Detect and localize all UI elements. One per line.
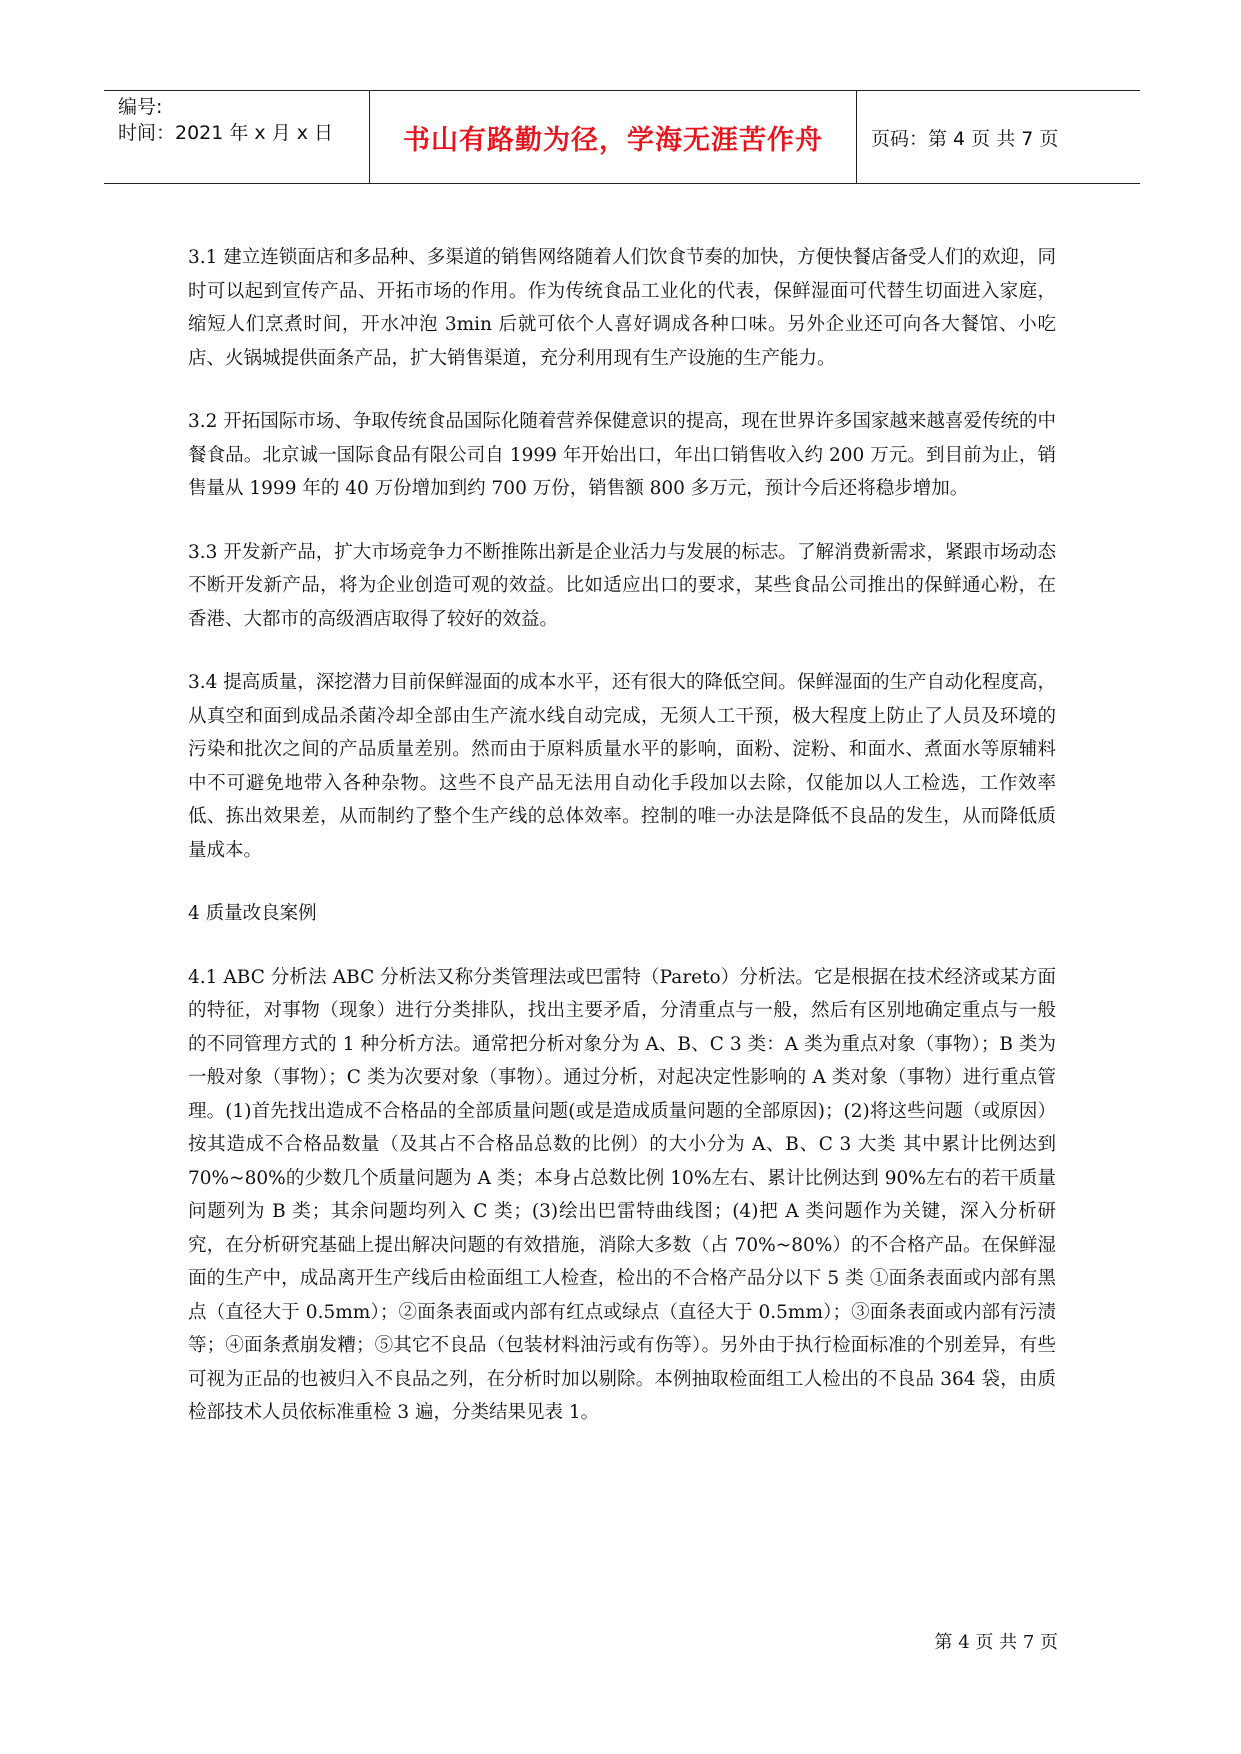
- document-body: [188, 241, 1056, 1460]
- paragraph-3-4: 3.4 提高质量，深挖潜力目前保鲜湿面的成本水平，还有很大的降低空间。保鲜湿面的生产自动化程度高，从真空和面到成品杀菌冷却全部由生产流水线自动完成，无须人工干预，极大程度上防止了人员及环境的污染和批次之间的产品质量差别。然而由于原料质量水平的影响，面粉、淀粉、和面水、煮面水等原辅料中不可避免地带入各种杂物。这些不良产品无法用自动化手段加以去除，仅能加以人工检选，工作效率低、拣出效果差，从而制约了整个生产线的总体效率。控制的唯一办法是降低不良品的发生，从而降低质量成本。: [188, 672, 1056, 861]
- page-header: [104, 90, 1140, 184]
- page-footer-number: 第 4 页 共 7 页: [934, 1632, 1058, 1653]
- header-divider-right: [856, 91, 857, 183]
- paragraph-3-1: 3.1 建立连锁面店和多品种、多渠道的销售网络随着人们饮食节奏的加快，方便快餐店备受人们的欢迎，同时可以起到宣传产品、开拓市场的作用。作为传统食品工业化的代表，保鲜湿面可代替生切面进入家庭，缩短人们烹煮时间，开水冲泡 3min 后就可依个人喜好调成各种口味。另外企业还可向各大餐馆、小吃店、火锅城提供面条产品，扩大销售渠道，充分利用现有生产设施的生产能力。: [188, 247, 1056, 369]
- paragraph-4-1: 4.1 ABC 分析法 ABC 分析法又称分类管理法或巴雷特（Pareto）分析法。它是根据在技术经济或某方面的特征，对事物（现象）进行分类排队，找出主要矛盾，分清重点与一般，然后有区别地确定重点与一般的不同管理方式的 1 种分析方法。通常把分析对象分为 A、B、C 3 类：A 类为重点对象（事物）；B 类为一般对象（事物）；C 类为次要对象（事物）。通过分析，对起决定性影响的 A 类对象（事物）进行重点管理。(1)首先找出造成不合格品的全部质量问题(或是造成质量问题的全部原因)；(2)将这些问题（或原因）按其造成不合格品数量（及其占不合格品总数的比例）的大小分为 A、B、C 3 大类 其中累计比例达到 70%~80%的少数几个质量问题为 A 类；本身占总数比例 10%左右、累计比例达到 90%左右的若干质量问题列为 B 类；其余问题均列入 C 类；(3)绘出巴雷特曲线图；(4)把 A 类问题作为关键，深入分析研究，在分析研究基础上提出解决问题的有效措施，消除大多数（占 70%~80%）的不合格产品。在保鲜湿面的生产中，成品离开生产线后由检面组工人检查，检出的不合格产品分以下 5 类 ①面条表面或内部有黑点（直径大于 0.5mm）；②面条表面或内部有红点或绿点（直径大于 0.5mm）；③面条表面或内部有污渍等；④面条煮崩发糟；⑤其它不良品（包装材料油污或有伤等）。另外由于执行检面标准的个别差异，有些可视为正品的也被归入不良品之列，在分析时加以剔除。本例抽取检面组工人检出的不良品 364 袋，由质检部技术人员依标准重检 3 遍，分类结果见表 1。: [188, 966, 1056, 1423]
- header-meta: [118, 91, 368, 183]
- document-code-label: 编号:: [118, 96, 163, 118]
- paragraph-3-3: 3.3 开发新产品，扩大市场竞争力不断推陈出新是企业活力与发展的标志。了解消费新需求，紧跟市场动态不断开发新产品，将为企业创造可观的效益。比如适应出口的要求，某些食品公司推出的保鲜通心粉，在香港、大都市的高级酒店取得了较好的效益。: [188, 541, 1056, 630]
- header-motto: 书山有路勤为径，学海无涯苦作舟: [403, 124, 823, 156]
- document-date: 时间：2021 年 x 月 x 日: [118, 122, 334, 144]
- section-heading-4: 4 质量改良案例: [188, 903, 317, 924]
- paragraph-3-2: 3.2 开拓国际市场、争取传统食品国际化随着营养保健意识的提高，现在世界许多国家越来越喜爱传统的中餐食品。北京诚一国际食品有限公司自 1999 年开始出口，年出口销售收入约 200 万元。到目前为止，销售量从 1999 年的 40 万份增加到约 700 万份，销售额 800 多万元，预计今后还将稳步增加。: [188, 411, 1056, 499]
- header-page-code: 页码：第 4 页 共 7 页: [871, 127, 1059, 150]
